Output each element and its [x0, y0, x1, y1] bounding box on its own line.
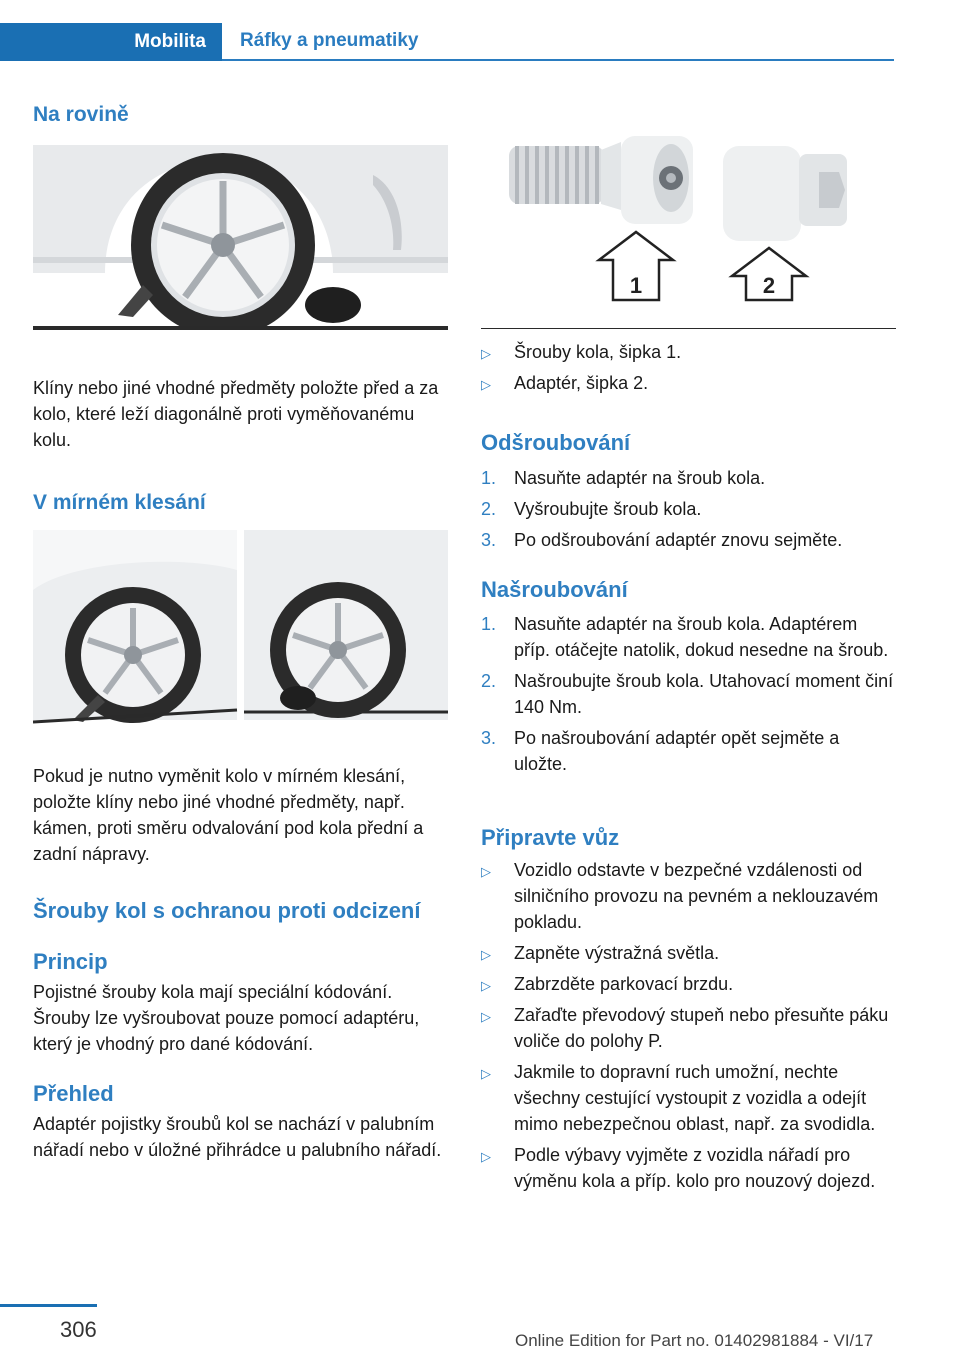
callout-1: 1 — [629, 273, 643, 298]
list-item: 3. Po odšroubování adaptér znovu sejměte. — [481, 530, 843, 550]
paragraph-flat: Klíny nebo jiné vhodné předměty položte před a za kolo, které leží diagonálně proti vyměňovanému kolu. — [33, 378, 439, 450]
paragraph-slope: Pokud je nutno vyměnit kolo v mírném klesání, položte klíny nebo jiné vhodné předměty, např. kámen, proti směru odvalování pod kola přední a zadní nápravy. — [33, 766, 424, 864]
list-item: 1. Nasuňte adaptér na šroub kola. — [481, 468, 766, 488]
callout-2: 2 — [762, 273, 776, 298]
heading-slope: V mírném klesání — [33, 491, 206, 514]
figure-car-flat — [33, 145, 448, 330]
figure-divider — [481, 328, 896, 329]
unscrew-steps — [481, 465, 896, 553]
legend-list — [481, 339, 896, 396]
tab-mobilita[interactable]: Mobilita — [0, 23, 222, 61]
list-item: 1. Nasuňte adaptér na šroub kola. Adaptérem příp. otáčejte natolik, dokud nesedne na šroub. — [481, 614, 889, 660]
figure-bolt-adapter — [481, 128, 896, 328]
list-item: ▷ Jakmile to dopravní ruch umožní, nechte všechny cestující vystoupit z vozidla a odejít mimo nebezpečnou oblast, např. za svodidla. — [481, 1062, 876, 1134]
list-item: ▷ Zapněte výstražná světla. — [481, 940, 896, 966]
heading-prepare-car: Připravte vůz — [481, 825, 620, 850]
triangle-bullet-icon: ▷ — [481, 377, 491, 392]
list-item: ▷ Šrouby kola, šipka 1. — [481, 339, 896, 365]
list-item: 2. Vyšroubujte šroub kola. — [481, 499, 702, 519]
triangle-bullet-icon: ▷ — [481, 864, 491, 879]
heading-screw-on: Našroubování — [481, 577, 628, 602]
triangle-bullet-icon: ▷ — [481, 1066, 491, 1081]
prepare-list — [481, 857, 896, 1194]
figure-car-slope — [33, 530, 448, 727]
heading-principle: Princip — [33, 949, 108, 974]
header-tabs — [0, 23, 894, 61]
heading-unscrew: Odšroubování — [481, 430, 631, 455]
heading-wheel-bolts: Šrouby kol s ochranou proti odcizení — [33, 898, 421, 923]
triangle-bullet-icon: ▷ — [481, 1149, 491, 1164]
paragraph-principle: Pojistné šrouby kola mají speciální kódování. Šrouby lze vyšroubovat pouze pomocí adaptéru, který je vhodný pro dané kódování. — [33, 982, 420, 1054]
page-number-bar — [0, 1304, 97, 1307]
triangle-bullet-icon: ▷ — [481, 346, 491, 361]
heading-overview: Přehled — [33, 1081, 114, 1106]
paragraph-overview: Adaptér pojistky šroubů kol se nachází v palubním nářadí nebo v úložné přihrádce u palubního nářadí. — [33, 1114, 442, 1160]
list-item: ▷ Zařaďte převodový stupeň nebo přesuňte páku voliče do polohy P. — [481, 1005, 889, 1051]
list-item: ▷ Podle výbavy vyjměte z vozidla nářadí pro výměnu kola a příp. kolo pro nouzový dojezd. — [481, 1145, 876, 1191]
list-item: ▷ Vozidlo odstavte v bezpečné vzdálenosti od silničního provozu na pevném a neklouzavém pokladu. — [481, 860, 879, 932]
screw-steps — [481, 611, 896, 777]
list-item: ▷ Zabrzděte parkovací brzdu. — [481, 971, 896, 997]
tab-rafky-a-pneumatiky[interactable]: Ráfky a pneumatiky — [222, 23, 894, 61]
heading-flat: Na rovině — [33, 103, 129, 126]
edition-footer: Online Edition for Part no. 01402981884 - VI/17 — [515, 1331, 874, 1350]
triangle-bullet-icon: ▷ — [481, 947, 491, 962]
page-number: 306 — [60, 1317, 97, 1342]
list-item: ▷ Adaptér, šipka 2. — [481, 370, 896, 396]
triangle-bullet-icon: ▷ — [481, 1009, 491, 1024]
list-item: 2. Našroubujte šroub kola. Utahovací moment činí 140 Nm. — [481, 671, 894, 717]
list-item: 3. Po našroubování adaptér opět sejměte a uložte. — [481, 728, 840, 774]
triangle-bullet-icon: ▷ — [481, 978, 491, 993]
